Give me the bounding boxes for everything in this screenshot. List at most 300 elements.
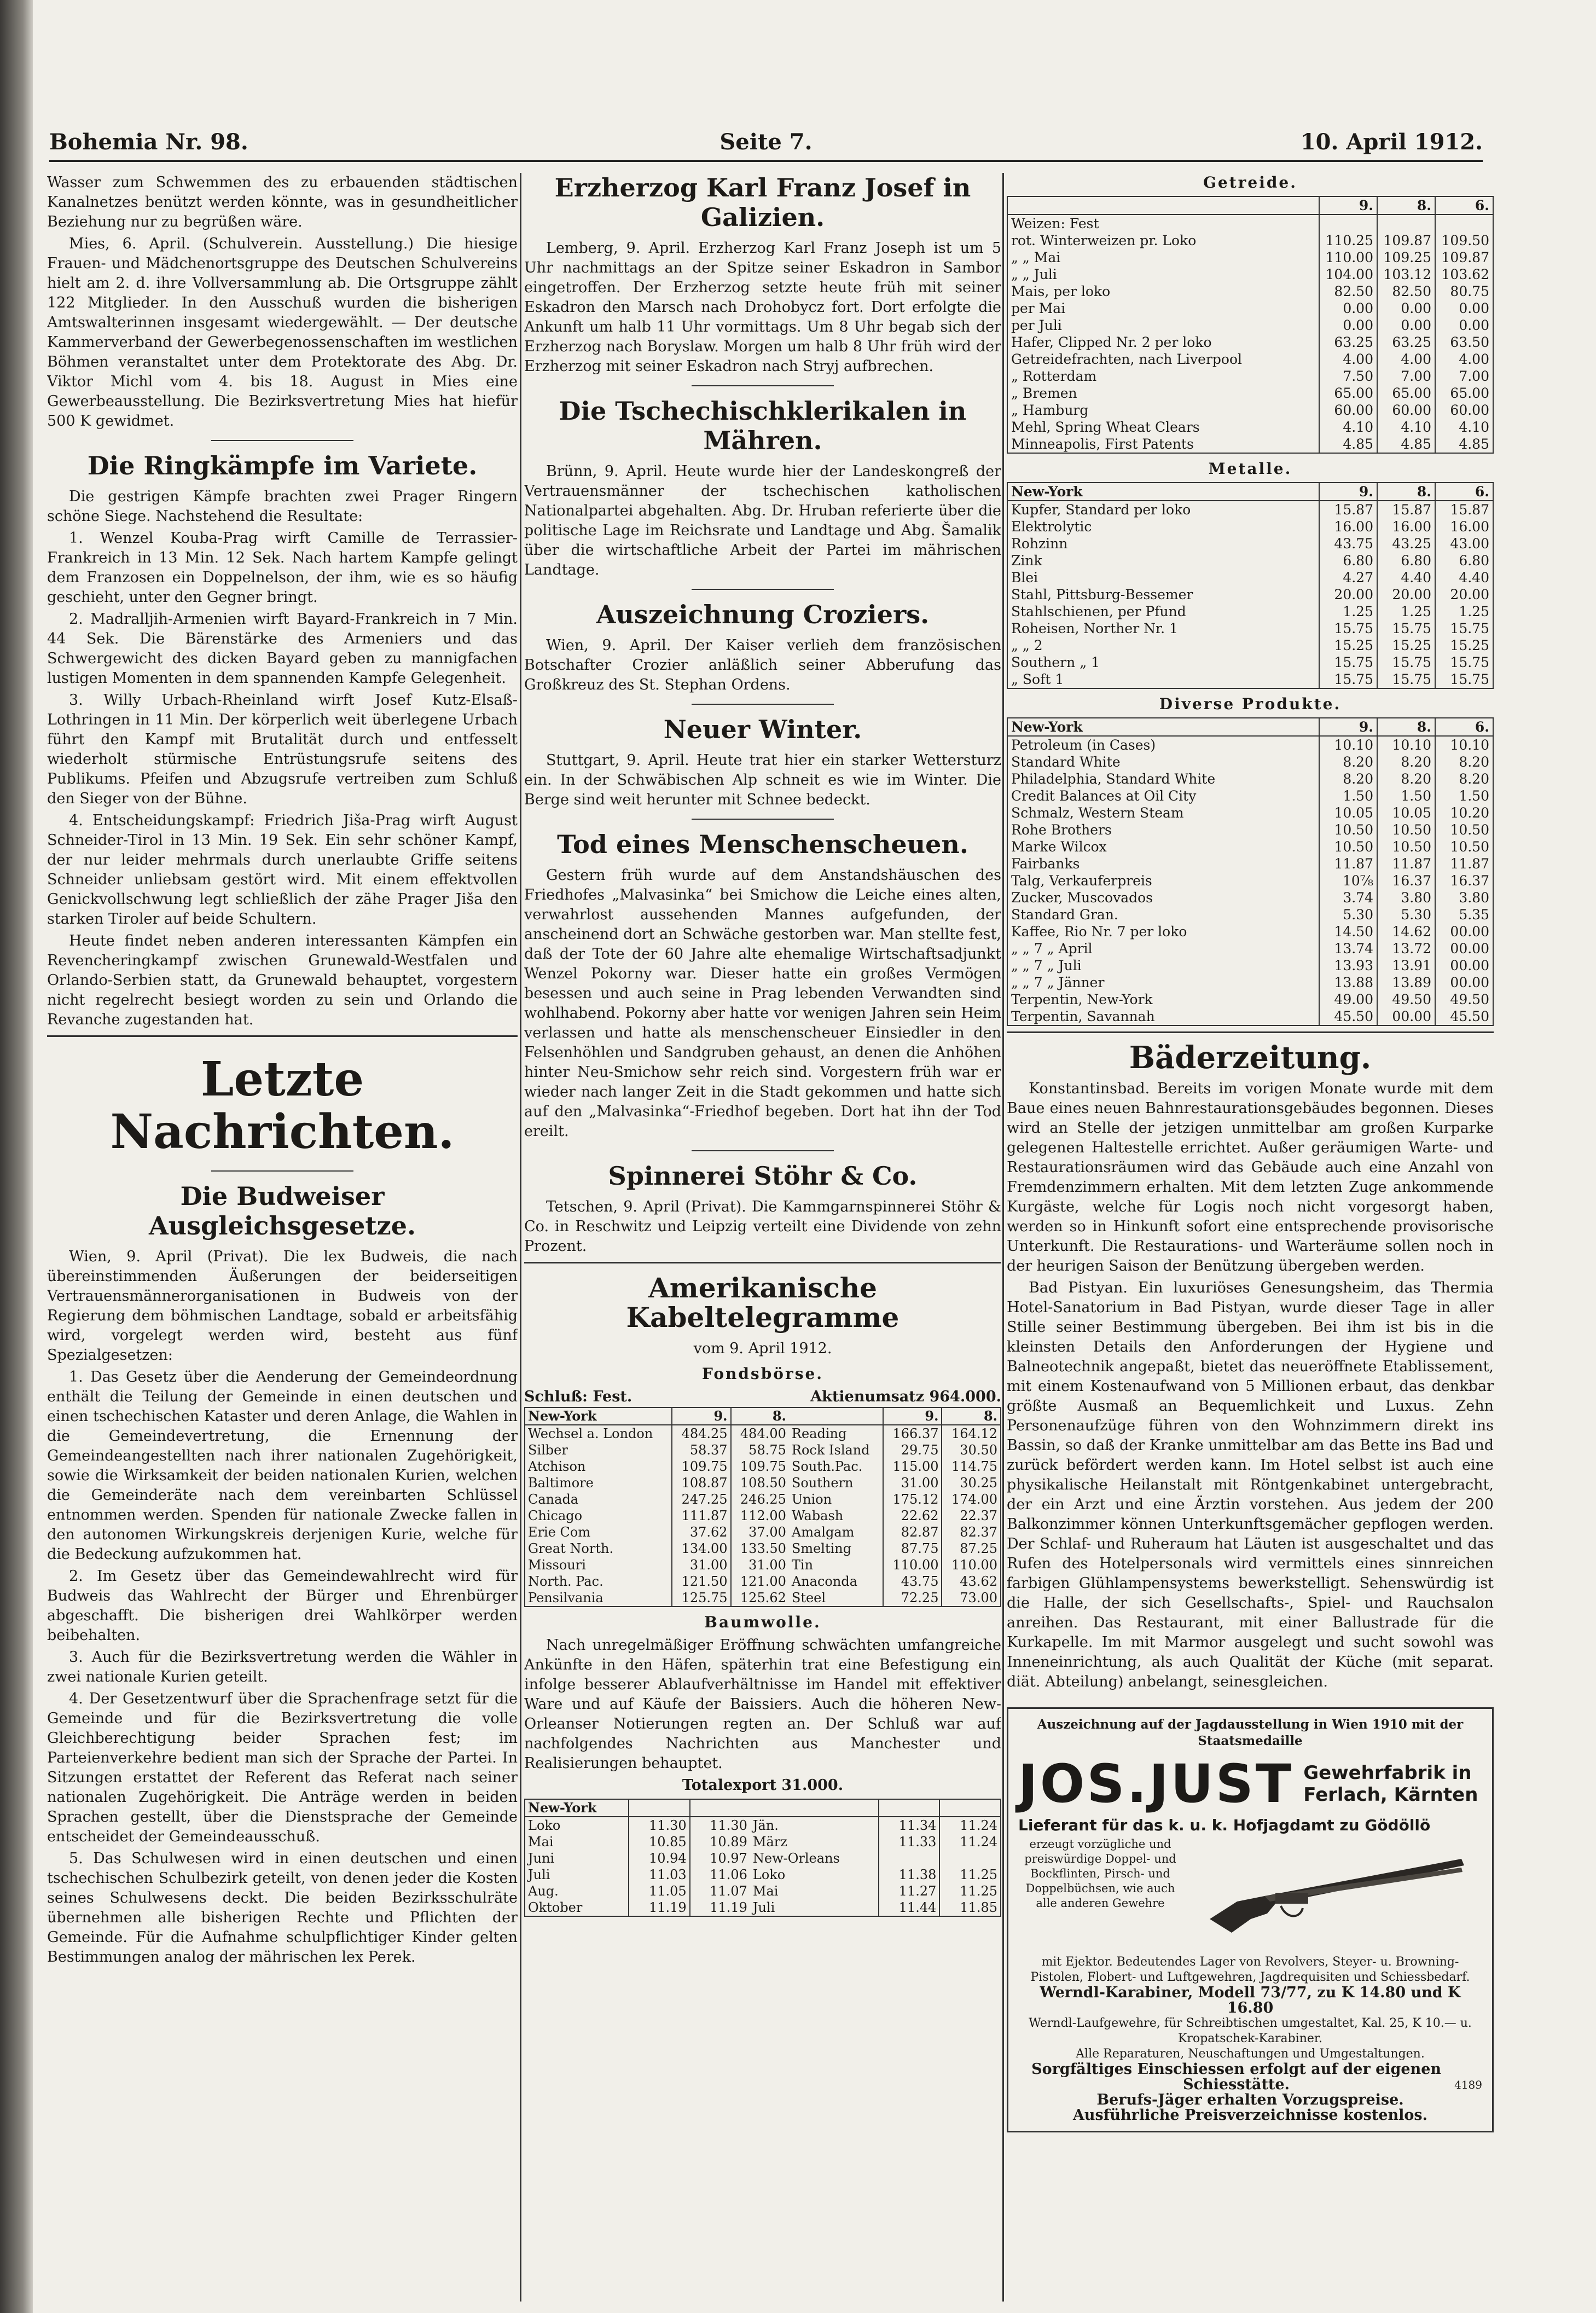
table-cell: 87.75 [883, 1540, 942, 1557]
table-cell: 00.00 [1435, 940, 1493, 957]
table-cell: 4.27 [1319, 569, 1377, 586]
table-cell: „ Hamburg [1011, 402, 1089, 418]
table-cell: 15.75 [1435, 654, 1493, 671]
newspaper-page [33, 0, 1596, 2313]
table-cell: 133.50 [731, 1540, 789, 1557]
grain-prices-table [1007, 196, 1494, 454]
article-ringkaempfe [47, 487, 518, 1030]
table-header-row [1007, 718, 1493, 736]
table-cell: Baltimore [528, 1475, 594, 1491]
article-text: Wasser zum Schwemmen des zu erbauenden städtischen Kanalnetzes benützt werden könnte, was in gesundheitlicher Beziehung nur zu begrüßen wäre. [47, 174, 518, 230]
article-text: Bad Pistyan. Ein luxuriöses Genesungsheim, das Thermia Hotel-Sanatorium in Bad Pistyan, wurde dieser Tage in aller Stille seiner Bestimmung übergeben. Bei ihm ist bis in die kleinsten Details den Anforderungen der Hygiene und Balneotechnik angepaßt, bietet das neueröffnete Etablissement, mit einem Kostenaufwand von 5 Millionen erbaut, das denkbar größte Ausmaß an Bequemlichkeit und Luxus. Zehn Personenaufzüge führen von den Wohnzimmern direkt ins Bassin, so daß der Kranke unmittelbar am das Bette ins Bad und zurück befördert werden kann. Im Hotel selbst ist auch eine physikalische Heilanstalt mit Röntgenkabinet untergebracht, der ein Arzt und eine Ärztin vorstehen. Aus jedem der 200 Balkonzimmer können Unterkunftsgemächer gepflogen werden. Der Schlaf- und Ruheraum hat Läuten ist ausgeschaltet und das Rufen des Hotelpersonals wird vermittels eines sinnreichen farbigen Glühlampensystems bewerkstelligt. Sehenswürdig ist die Halle, der sich Gesellschafts-, Spiel- und Rauchsalon anreihen. Das Restaurant, mit einer Ballustrade für die Kurkapelle. Im mit Marmor ausgelegt und sucht sowohl was Inneneinrichtung, als auch Qualität der Küche (mit separat. diät. Abteilung) anbelangt, seinesgleichen. [1007, 1279, 1494, 1690]
table-cell: Talg, Verkauferpreis [1011, 873, 1152, 889]
table-cell: 4.10 [1435, 419, 1493, 436]
table-row [1007, 300, 1493, 317]
table-row [525, 1573, 1001, 1590]
table-cell: 7.50 [1319, 368, 1377, 385]
table-cell: 8.20 [1377, 753, 1435, 770]
table-cell: Terpentin, New-York [1011, 992, 1153, 1007]
table-cell: 6.80 [1319, 552, 1377, 569]
article-text: Lemberg, 9. April. Erzherzog Karl Franz Joseph ist um 5 Uhr nachmittags an der Spitze seiner Eskadron in Sambor eingetroffen. Der Erzherzog setzte heute früh mit seiner Eskadron den Marsch nach Drohobycz fort. Dort erfolgte die Ankunft um halb 11 Uhr vormittags. Um 8 Uhr begab sich der Erzherzog nach Boryslaw. Morgen um halb 8 Uhr früh wird der Erzherzog mit seiner Eskadron nach Stryj aufbrechen. [524, 240, 1001, 375]
table-cell: Petroleum (in Cases) [1011, 737, 1156, 753]
table-cell: 43.00 [1435, 535, 1493, 552]
table-cell: 0.00 [1319, 300, 1377, 317]
article-text: Nach unregelmäßiger Eröffnung schwächten umfangreiche Ankünfte in den Häfen, späterhin trat eine Befestigung ein infolge besserer Ablaufverhältnisse im Handel mit effektiver Ware und auf Käufe der Baissiers. Auch die höheren New-Orleanser Notierungen regten an. Der Schluß war auf nachfolgendes Nachrichten aus Manchester und Realisierungen behauptet. [524, 1637, 1001, 1772]
table-row [1007, 334, 1493, 351]
table-cell: 29.75 [883, 1442, 942, 1458]
cotton-quotes-table [524, 1799, 1001, 1917]
table-cell: 104.00 [1319, 266, 1377, 283]
table-cell: 1.25 [1377, 603, 1435, 620]
table-cell: 00.00 [1435, 957, 1493, 974]
paragraph: 3. Auch für die Bezirksvertretung werden die Wähler in zwei nationale Kurien geteilt. [47, 1649, 518, 1685]
table-cell: 8. [942, 1407, 1001, 1425]
table-cell: 6.80 [1377, 552, 1435, 569]
table-cell: 108.50 [731, 1475, 789, 1491]
ad-line: Ausführliche Preisverzeichnisse kostenlos. [1072, 2107, 1428, 2124]
table-cell [879, 1799, 940, 1817]
products-prices-table [1007, 717, 1494, 1026]
table-cell: 10⅞ [1319, 872, 1377, 889]
table-cell: 3.80 [1435, 889, 1493, 906]
table-cell: 10.20 [1435, 804, 1493, 821]
table-cell: 11.34 [879, 1817, 940, 1834]
table-cell: Zink [1011, 553, 1042, 569]
table-cell: 8.20 [1377, 770, 1435, 787]
table-cell: 31.00 [672, 1557, 730, 1573]
table-cell: 11.87 [1435, 855, 1493, 872]
table-cell [1435, 215, 1493, 232]
table-row [1007, 402, 1493, 419]
table-cell: 11.33 [879, 1834, 940, 1850]
table-cell: Silber [528, 1442, 568, 1458]
table-cell: 246.25 [731, 1491, 789, 1508]
table-cell: 8. [1377, 196, 1435, 215]
table-cell: 10.94 [629, 1850, 690, 1866]
table-cell: 109.50 [1435, 232, 1493, 249]
paragraph: 2. Im Gesetz über das Gemeindewahlrecht wird für Budweis das Wahlrecht der Bürger und Ehrenbürger abgeschafft. Die bisherigen drei Wahlkörper werden beibehalten. [47, 1568, 518, 1644]
share-volume: Aktienumsatz 964.000. [810, 1388, 1001, 1405]
market-close: Schluß: Fest. [524, 1388, 632, 1405]
table-cell: 109.75 [672, 1458, 730, 1475]
column-3 [1007, 173, 1494, 2302]
table-row [1007, 620, 1493, 637]
table-cell: 110.00 [883, 1557, 942, 1573]
table-row [525, 1458, 1001, 1475]
table-cell: 1.50 [1377, 787, 1435, 804]
ad-line: Sorgfältiges Einschiessen erfolgt auf der eigenen Schiesstätte. [1031, 2061, 1442, 2093]
table-cell: 10.50 [1377, 821, 1435, 838]
table-cell: 10.50 [1435, 821, 1493, 838]
table-cell: 9. [1319, 718, 1377, 736]
paragraph: 1. Wenzel Kouba-Prag wirft Camille de Terrassier-Frankreich in 13 Min. 12 Sek. Nach hartem Kampfe gelingt dem Franzosen ein Doppelnelson, der ihm, wie es so häufig geschieht, unter den Gegner bringt. [47, 530, 518, 606]
table-cell: 45.50 [1319, 1008, 1377, 1025]
table-row [1007, 637, 1493, 654]
table-cell: Southern [791, 1475, 854, 1491]
table-cell: South.Pac. [791, 1459, 863, 1474]
table-cell: 11.19 [629, 1899, 690, 1916]
table-cell: 10.50 [1319, 821, 1377, 838]
article-heading: Auszeichnung Croziers. [596, 600, 930, 629]
table-cell: 15.75 [1435, 620, 1493, 637]
table-cell: Oktober [528, 1900, 583, 1915]
table-cell: 63.25 [1377, 334, 1435, 351]
table-row [1007, 569, 1493, 586]
table-row [525, 1557, 1001, 1573]
table-row [1007, 671, 1493, 688]
table-cell: Wabash [791, 1508, 844, 1523]
table-row [1007, 855, 1493, 872]
table-cell: 11.25 [939, 1866, 1001, 1883]
table-cell: Missouri [528, 1557, 586, 1573]
table-cell: 4.00 [1319, 351, 1377, 368]
table-cell: 247.25 [672, 1491, 730, 1508]
table-cell: 11.87 [1319, 855, 1377, 872]
table-cell: 00.00 [1435, 974, 1493, 991]
shotgun-illustration [1189, 1837, 1482, 1950]
subsection-heading: Baumwolle. [704, 1613, 821, 1631]
table-cell: Standard White [1011, 754, 1121, 770]
table-cell: 11.24 [939, 1834, 1001, 1850]
table-cell: 5.30 [1319, 906, 1377, 923]
table-cell: Minneapolis, First Patents [1011, 436, 1194, 452]
telegram-date: vom 9. April 1912. [693, 1340, 832, 1357]
table-header-row [525, 1799, 1001, 1817]
table-cell: 11.19 [690, 1899, 750, 1916]
table-cell: 109.25 [1377, 249, 1435, 266]
table-cell: Hafer, Clipped Nr. 2 per loko [1011, 334, 1212, 350]
article-heading: Die Ringkämpfe im Variete. [87, 451, 478, 480]
table-cell [629, 1799, 690, 1817]
table-cell: 65.00 [1435, 385, 1493, 402]
article-text: Wien, 9. April. Der Kaiser verlieh dem französischen Botschafter Crozier anläßlich seiner Abberufung das Großkreuz des St. Stephan Ordens. [524, 637, 1001, 693]
table-cell: 15.87 [1377, 501, 1435, 518]
table-cell: 1.25 [1319, 603, 1377, 620]
paragraph: 3. Willy Urbach-Rheinland wirft Josef Kutz-Elsaß-Lothringen in 11 Min. Der körperlich weit überlegene Urbach führt den Kampf mit Brutalität durch und entfesselt wiederholt stürmische Entrüstungsrufe seitens des Publikums. Pfeifen und Abzugsrufe vertreiben zum Schluß den Sieger von der Bühne. [47, 692, 518, 807]
table-cell: 9. [672, 1407, 730, 1425]
table-cell: 15.75 [1319, 620, 1377, 637]
table-cell: 15.75 [1319, 671, 1377, 688]
table-cell: 3.74 [1319, 889, 1377, 906]
page-header [49, 125, 1483, 163]
table-cell: Stahl, Pittsburg-Bessemer [1011, 587, 1193, 602]
table-cell: Weizen: Fest [1011, 216, 1099, 231]
table-row [1007, 586, 1493, 603]
table-row [525, 1866, 1001, 1883]
table-cell [789, 1407, 883, 1425]
table-cell: 11.24 [939, 1817, 1001, 1834]
ad-line: Berufs-Jäger erhalten Vorzugspreise. [1096, 2091, 1404, 2108]
table-cell: 4.85 [1435, 436, 1493, 453]
table-cell: 49.50 [1435, 991, 1493, 1008]
table-cell: 00.00 [1377, 1008, 1435, 1025]
table-row [1007, 283, 1493, 300]
table-cell: 10.50 [1319, 838, 1377, 855]
table-row [1007, 804, 1493, 821]
article-heading: Spinnerei Stöhr & Co. [608, 1161, 918, 1191]
table-cell: Anaconda [791, 1574, 858, 1589]
table-cell: Rohe Brothers [1011, 822, 1112, 838]
table-cell: 15.75 [1435, 671, 1493, 688]
table-cell: „ Soft 1 [1011, 671, 1064, 687]
ad-line: Alle Reparaturen, Neuschaftungen und Umgestaltungen. [1076, 2047, 1425, 2061]
table-cell: 111.87 [672, 1508, 730, 1524]
table-cell: 114.75 [942, 1458, 1001, 1475]
table-cell [1319, 215, 1377, 232]
table-row [1007, 872, 1493, 889]
table-row [1007, 821, 1493, 838]
divider [692, 819, 834, 820]
table-cell: Chicago [528, 1508, 583, 1523]
table-row [1007, 249, 1493, 266]
ad-number: 4189 [1454, 2078, 1482, 2091]
market-summary [524, 1387, 1001, 1407]
table-row [525, 1817, 1001, 1834]
table-cell: 3.80 [1377, 889, 1435, 906]
table-cell: Kaffee, Rio Nr. 7 per loko [1011, 924, 1187, 940]
table-row [1007, 957, 1493, 974]
table-cell: 14.62 [1377, 923, 1435, 940]
table-cell: 15.87 [1319, 501, 1377, 518]
table-cell: „ „ Mai [1011, 250, 1061, 265]
table-row [1007, 419, 1493, 436]
table-cell: 10.97 [690, 1850, 750, 1866]
table-cell: 65.00 [1319, 385, 1377, 402]
table-cell: 60.00 [1319, 402, 1377, 419]
table-cell: 49.00 [1319, 991, 1377, 1008]
table-cell: Stahlschienen, per Pfund [1011, 604, 1186, 619]
table-cell: 8. [1377, 483, 1435, 501]
table-cell [939, 1850, 1001, 1866]
table-cell: per Juli [1011, 317, 1062, 333]
article-text: Gestern früh wurde auf dem Anstandshäuschen des Friedhofes „Malvasinka“ bei Smichow die Leiche eines alten, verwahrlost aussehenden Mannes aufgefunden, der anscheinend dort an Schwäche gestorben war. Man stellte fest, daß der Tote der 60 Jahre alte ehemalige Wirtschaftsadjunkt Wenzel Pokorny war. Dieser hatte ein großes Vermögen besessen und auch seine in Prag lebenden Verwandten sind wohlhabend. Pokorny aber hatte vor wenigen Jahren sein Heim verlassen und hatte als menschenscheuer Einsiedler in den Felsenhöhlen und Sandgruben gehaust, an denen die Anhöhen hinter Neu-Smichow sehr reich sind. Vorgestern früh war er wieder nach langer Zeit in die Stadt gekommen und hatte sich auf den „Malvasinka“-Friedhof begeben. Dort hat ihn der Tod ereilt. [524, 867, 1001, 1140]
table-cell: Mehl, Spring Wheat Clears [1011, 419, 1200, 435]
table-cell: Mai [752, 1883, 779, 1899]
table-cell: 110.00 [942, 1557, 1001, 1573]
table-cell: 16.00 [1319, 518, 1377, 535]
table-cell: Steel [791, 1590, 826, 1605]
table-cell: 82.50 [1319, 283, 1377, 300]
table-cell: Jän. [752, 1818, 779, 1833]
table-cell [939, 1799, 1001, 1817]
article-heading: Tod eines Menschenscheuen. [557, 830, 968, 859]
table-cell: 7.00 [1377, 368, 1435, 385]
table-cell: 30.50 [942, 1442, 1001, 1458]
subsection-heading: Fondsbörse. [701, 1365, 824, 1383]
table-cell: 15.75 [1319, 654, 1377, 671]
ad-middle [1018, 1837, 1482, 1950]
issue-label: Bohemia Nr. 98. [49, 129, 248, 155]
table-cell: 37.00 [731, 1524, 789, 1540]
table-row [1007, 991, 1493, 1008]
table-cell: Aug. [528, 1883, 559, 1899]
paragraph: 5. Das Schulwesen wird in einen deutschen und einen tschechischen Schulbezirk geteilt, von denen jeder die Kosten seines Schulwesens deckt. Die beiden Bezirksschulräte übernehmen alle bisherigen Rechte und Pflichten der Gemeinde. Für die Aufnahme schulpflichtiger Kinder gelten Bestimmungen analog der mährischen lex Perek. [47, 1850, 518, 1966]
table-cell: 13.72 [1377, 940, 1435, 957]
table-cell: 15.75 [1377, 671, 1435, 688]
paragraph: Heute findet neben anderen interessanten Kämpfen ein Revencheringkampf zwischen Grunewald-Westfalen und Orlando-Serbien statt, da Grunewald behauptet, vorgestern nicht regelrecht besiegt worden zu sein und Orlando die Revanche zugestanden hat. [47, 932, 518, 1028]
table-cell: 10.10 [1377, 736, 1435, 753]
table-row [1007, 1008, 1493, 1025]
table-cell: 1.50 [1435, 787, 1493, 804]
table-cell: Rock Island [791, 1442, 870, 1458]
table-cell: Roheisen, Norther Nr. 1 [1011, 621, 1178, 636]
table-cell: 15.75 [1377, 620, 1435, 637]
table-cell: 15.75 [1377, 654, 1435, 671]
table-cell: 0.00 [1377, 300, 1435, 317]
table-row [1007, 232, 1493, 249]
table-cell: Smelting [791, 1541, 852, 1556]
table-cell: 8.20 [1319, 770, 1377, 787]
ad-products-text: erzeugt vorzügliche und preiswürdige Doppel- und Bockflinten, Pirsch- und Doppelbüchsen, wie auch alle anderen Gewehre [1024, 1837, 1176, 1910]
paragraph: 4. Entscheidungskampf: Friedrich Jiša-Prag wirft August Schneider-Tirol in 13 Min. 19 Sek. Ein sehr schöner Kampf, der nur leider mehrmals durch unerlaubte Griffe seitens Schneider unliebsam gestört wird. Mit einem effektvollen Genickvollschwung legt schließlich der zähe Prager Jiša den starken Tiroler auf beide Schultern. [47, 812, 518, 927]
table-row [525, 1899, 1001, 1916]
table-cell: 110.00 [1319, 249, 1377, 266]
table-cell: 49.50 [1377, 991, 1435, 1008]
table-cell: Tin [791, 1557, 814, 1573]
table-cell: 80.75 [1435, 283, 1493, 300]
table-cell: 11.44 [879, 1899, 940, 1916]
table-cell: New-York [1007, 483, 1319, 501]
table-cell: 4.40 [1377, 569, 1435, 586]
article-text: Konstantinsbad. Bereits im vorigen Monate wurde mit dem Baue eines neuen Bahnrestaurationsgebäudes begonnen. Dieses wird an Stelle der jetzigen unmittelbar am großen Kurparke gelegenen Haltestelle errichtet. Außer geräumigen Warte- und Restaurationsräumen wird das Gebäude auch eine Anzahl von Fremdenzimmern erhalten. Mit dem letzten Zuge ankommende Kurgäste, welche für Logis noch nicht vorgesorgt haben, werden so in Hinkunft sofort eine entsprechende provisorische Unterkunft. Die Restaurations- und Warteräume sollen noch in der heurigen Saison der Benützung übergeben werden. [1007, 1080, 1494, 1274]
divider [692, 1150, 834, 1151]
table-heading: Getreide. [1203, 173, 1297, 192]
table-cell: 63.50 [1435, 334, 1493, 351]
table-cell [750, 1799, 879, 1817]
table-row [1007, 552, 1493, 569]
table-cell: 4.10 [1377, 419, 1435, 436]
divider [211, 1170, 353, 1172]
article-heading: Amerikanische Kabeltelegramme [626, 1272, 899, 1334]
table-cell: 9. [883, 1407, 942, 1425]
table-row [1007, 501, 1493, 518]
table-row [1007, 215, 1493, 232]
table-row [1007, 770, 1493, 787]
paragraph: 4. Der Gesetzentwurf über die Sprachenfrage setzt für die Gemeinde und für die Bezirksvertretung die volle Gleichberechtigung beider Sprachen fest; im Parteienverkehre bedient man sich der Sprache der Partei. In Sitzungen erstattet der Referent das Referat nach seiner nationalen Zugehörigkeit. Die Anträge werden in beiden Sprachen gestellt, über die Dienstsprache der Gemeinde entscheidet der Gemeindeausschuß. [47, 1690, 518, 1845]
table-cell: „ „ 7 „ Juli [1011, 958, 1082, 973]
table-cell: 20.00 [1319, 586, 1377, 603]
table-cell: 11.06 [690, 1866, 750, 1883]
table-cell: 121.50 [672, 1573, 730, 1590]
table-cell: Juli [528, 1867, 550, 1882]
table-cell: Canada [528, 1492, 579, 1507]
table-cell: 109.75 [731, 1458, 789, 1475]
table-row [1007, 317, 1493, 334]
table-cell: New-York [525, 1407, 672, 1425]
table-cell: 11.25 [939, 1883, 1001, 1899]
table-cell: Juli [752, 1900, 775, 1915]
table-cell: 110.25 [1319, 232, 1377, 249]
table-row [525, 1590, 1001, 1607]
table-row [525, 1475, 1001, 1491]
table-row [525, 1491, 1001, 1508]
table-cell: 5.30 [1377, 906, 1435, 923]
table-cell: 82.37 [942, 1524, 1001, 1540]
table-cell: 10.10 [1435, 736, 1493, 753]
table-cell: 125.75 [672, 1590, 730, 1607]
table-cell: 6. [1435, 196, 1493, 215]
table-cell: Credit Balances at Oil City [1011, 788, 1197, 804]
table-cell: 65.00 [1377, 385, 1435, 402]
divider [47, 1035, 518, 1037]
table-row [1007, 940, 1493, 957]
table-cell: Mais, per loko [1011, 283, 1111, 299]
table-cell: 9. [1319, 196, 1377, 215]
table-row [1007, 974, 1493, 991]
ad-line: Werndl-Karabiner, Modell 73/77, zu K 14.80 und K 16.80 [1040, 1984, 1461, 2016]
table-cell: 58.75 [731, 1442, 789, 1458]
table-cell: 4.10 [1319, 419, 1377, 436]
table-cell: 43.25 [1377, 535, 1435, 552]
table-cell: 11.38 [879, 1866, 940, 1883]
article-text: Brünn, 9. April. Heute wurde hier der Landeskongreß der Vertrauensmänner der tschechischen katholischen Nationalpartei abgehalten. Abg. Dr. Hruban referierte über die politische Lage im Reichsrate und Landtage und Abg. Šamalik über die wirtschaftliche Arbeit der Partei im mährischen Landtage. [524, 463, 1001, 578]
paragraph: Die gestrigen Kämpfe brachten zwei Prager Ringern schöne Siege. Nachstehend die Resultate: [47, 488, 518, 525]
table-cell: Southern „ 1 [1011, 654, 1100, 670]
table-cell: 11.07 [690, 1883, 750, 1899]
table-cell: 1.50 [1319, 787, 1377, 804]
table-cell: 11.87 [1377, 855, 1435, 872]
table-cell: „ Rotterdam [1011, 368, 1097, 384]
table-cell: 11.05 [629, 1883, 690, 1899]
table-cell: 31.00 [731, 1557, 789, 1573]
table-cell: 108.87 [672, 1475, 730, 1491]
table-cell: 115.00 [883, 1458, 942, 1475]
table-cell: 60.00 [1435, 402, 1493, 419]
table-cell: „ „ Juli [1011, 266, 1057, 282]
paragraph: Wien, 9. April (Privat). Die lex Budweis, die nach übereinstimmenden Äußerungen der beiderseitigen Vertrauensmännerorganisationen in Budweis von der Regierung dem böhmischen Landtage, sobald er arbeitsfähig wird, vorgelegt werden wird, besteht aus fünf Spezialgesetzen: [47, 1248, 518, 1364]
shotgun-icon [1189, 1837, 1482, 1946]
table-header-row [1007, 483, 1493, 501]
ad-supplier-line: Lieferant für das k. u. k. Hofjagdamt zu Gödöllö [1018, 1816, 1431, 1834]
table-cell: 0.00 [1377, 317, 1435, 334]
table-cell: 4.85 [1377, 436, 1435, 453]
divider [1007, 1031, 1494, 1033]
table-cell: Loko [752, 1867, 786, 1882]
table-cell: 58.37 [672, 1442, 730, 1458]
table-cell: 4.00 [1377, 351, 1435, 368]
table-cell: 0.00 [1435, 317, 1493, 334]
table-cell: „ „ 7 „ Jänner [1011, 975, 1105, 990]
table-cell: 82.50 [1377, 283, 1435, 300]
table-cell: New-Orleans [752, 1851, 840, 1866]
table-cell: 0.00 [1435, 300, 1493, 317]
table-row [525, 1850, 1001, 1866]
paragraph: 2. Madralljih-Armenien wirft Bayard-Frankreich in 7 Min. 44 Sek. Die Bärenstärke des Armeniers und das Schwergewicht des dicken Bayard geben zu mannigfachen lustigen Momenten in dem spannenden Kampfe Gelegenheit. [47, 611, 518, 687]
table-cell: Amalgam [791, 1524, 855, 1540]
table-cell: 10.05 [1319, 804, 1377, 821]
ad-brand: JOS.JUST [1018, 1753, 1294, 1815]
table-cell: 16.37 [1377, 872, 1435, 889]
table-cell: Marke Wilcox [1011, 839, 1107, 855]
table-cell: Standard Gran. [1011, 907, 1118, 923]
table-cell: 63.25 [1319, 334, 1377, 351]
table-cell: 82.87 [883, 1524, 942, 1540]
table-cell: 6. [1435, 483, 1493, 501]
table-cell: Great North. [528, 1541, 614, 1556]
table-cell: 4.00 [1435, 351, 1493, 368]
table-cell: 37.62 [672, 1524, 730, 1540]
table-cell: rot. Winterweizen pr. Loko [1011, 233, 1197, 248]
table-cell: 125.62 [731, 1590, 789, 1607]
table-cell: 13.89 [1377, 974, 1435, 991]
table-cell: 72.25 [883, 1590, 942, 1607]
table-row [525, 1834, 1001, 1850]
table-cell: „ „ 7 „ April [1011, 941, 1093, 956]
table-cell: Atchison [528, 1459, 586, 1474]
ad-line: Werndl-Laufgewehre, für Schreibtischen umgestaltet, Kal. 25, K 10.— u. Kropatschek-Karabiner. [1029, 2016, 1472, 2045]
column-divider [520, 173, 521, 2302]
table-cell: 15.87 [1435, 501, 1493, 518]
